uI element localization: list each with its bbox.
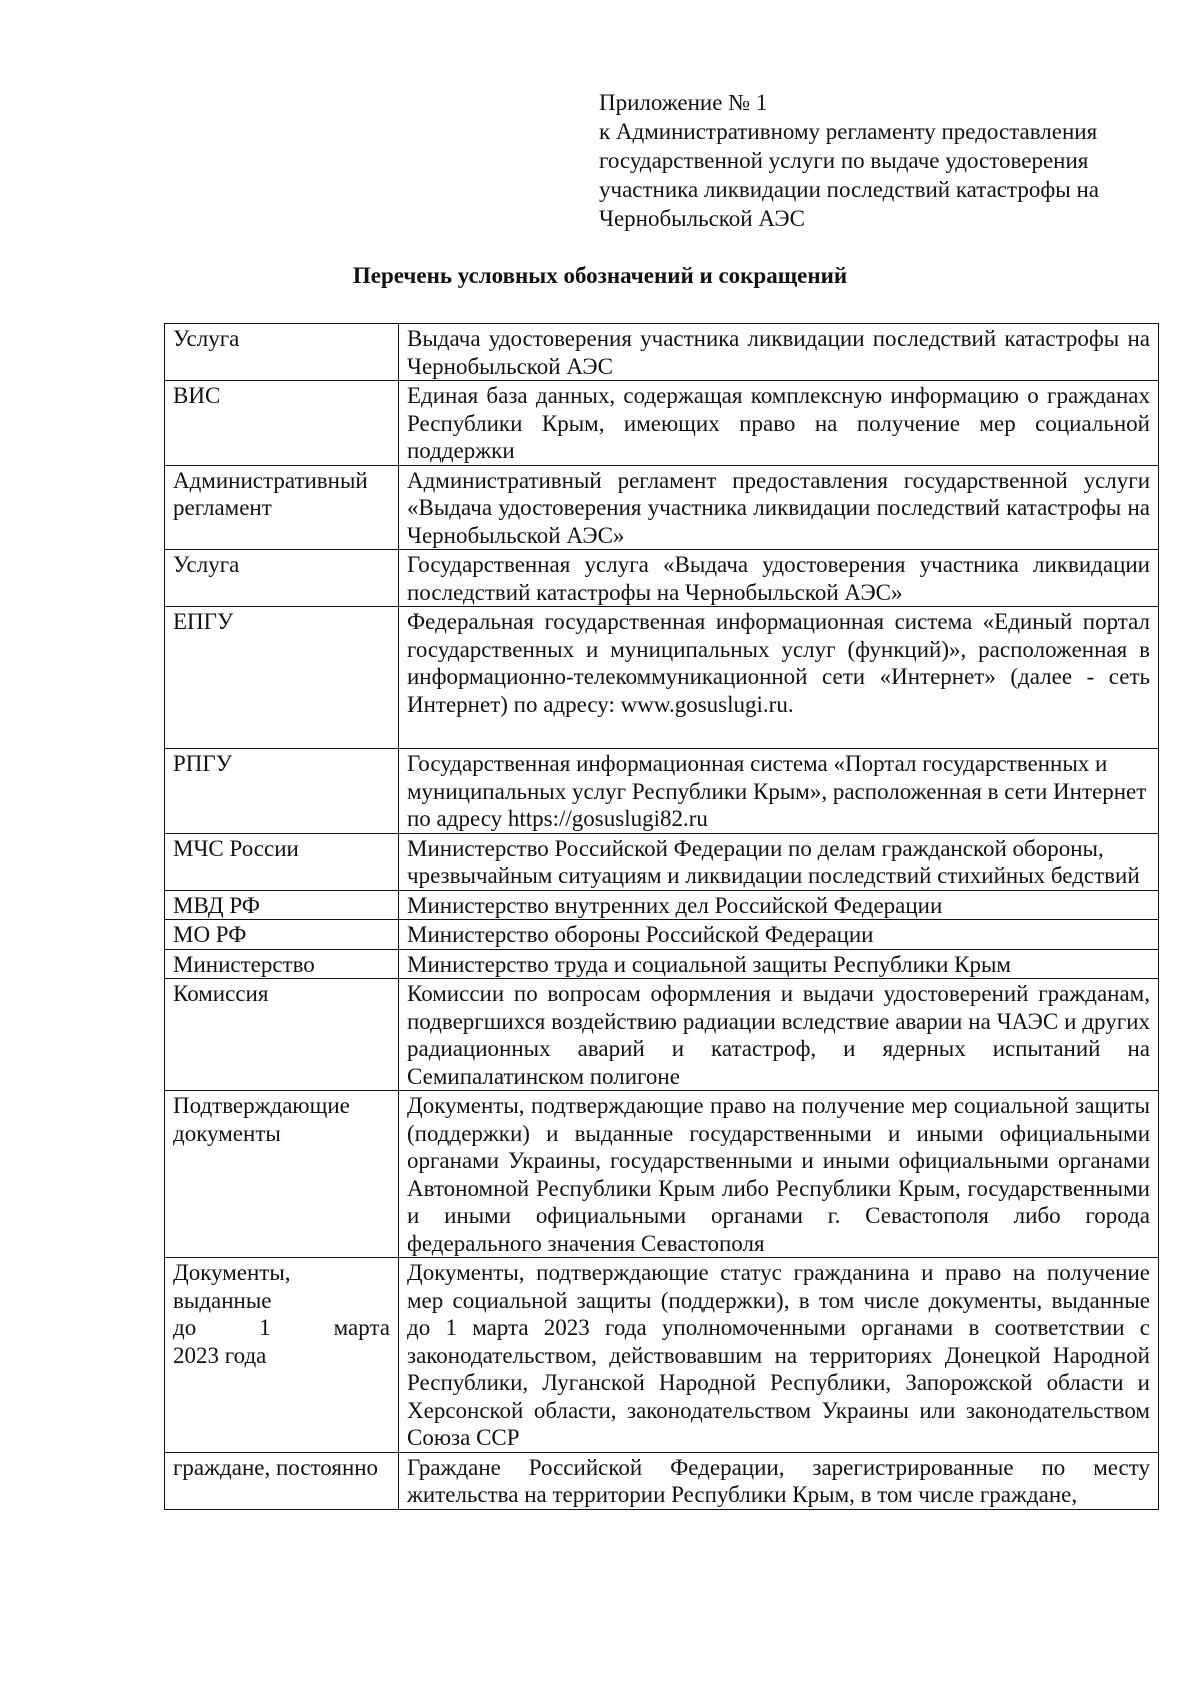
table-row (165, 607, 1159, 749)
definition-cell: Министерство труда и социальной защиты Республики Крым (399, 949, 1159, 979)
definition-cell: Документы, подтверждающие статус гражданина и право на получение мер социальной защиты (поддержки), в том числе документы, выданные до 1 марта 2023 года уполномоченными органами в соответствии с законодательством, действовавшим на территориях Донецкой Народной Республики, Луганской Народной Республики, Запорожской области и Херсонской области, законодательством Украины или законодательством Союза ССР (399, 1258, 1159, 1453)
term-cell: Услуга (165, 324, 399, 381)
appendix-line: участника ликвидации последствий катастрофы на (599, 177, 1099, 202)
table-row (165, 1258, 1159, 1453)
definition-cell: Документы, подтверждающие право на получение мер социальной защиты (поддержки) и выданные государственными и иными официальными органами Украины, государственными и иными официальными органами Автономной Республики Крым либо Республики Крым, государственными и иными официальными органами г. Севастополя либо города федерального значения Севастополя (399, 1091, 1159, 1258)
term-cell: ВИС (165, 381, 399, 466)
term-line: выданные (173, 1287, 272, 1313)
term-line: до 1 марта (173, 1315, 390, 1340)
table-row (165, 381, 1159, 466)
table-row (165, 465, 1159, 550)
definition-cell: Министерство Российской Федерации по делам гражданской обороны, чрезвычайным ситуациям и ликвидации последствий стихийных бедствий (399, 833, 1159, 890)
appendix-line: к Административному регламенту предоставления (599, 119, 1098, 144)
appendix-line: Приложение № 1 (599, 90, 768, 115)
appendix-line: государственной услуги по выдаче удостоверения (599, 148, 1089, 173)
table-row (165, 1091, 1159, 1258)
term-cell: МЧС России (165, 833, 399, 890)
definition-cell: Федеральная государственная информационная система «Единый портал государственных и муниципальных услуг (функций)», расположенная в информационно-телекоммуникационной сети «Интернет» (далее - сеть Интернет) по адресу: www.gosuslugi.ru. (399, 607, 1159, 749)
page-title: Перечень условных обозначений и сокращений (352, 263, 848, 288)
term-cell: МВД РФ (165, 890, 399, 920)
table-row (165, 949, 1159, 979)
table-row (165, 324, 1159, 381)
term-line: Документы, (173, 1260, 291, 1285)
table-row (165, 550, 1159, 607)
table-row (165, 979, 1159, 1091)
term-cell: Административный регламент (165, 465, 399, 550)
term-cell: МО РФ (165, 920, 399, 950)
term-cell: Услуга (165, 550, 399, 607)
term-cell: ЕПГУ (165, 607, 399, 749)
table-row (165, 833, 1159, 890)
term-cell: Комиссия (165, 979, 399, 1091)
appendix-header (599, 88, 1159, 233)
definition-cell: Единая база данных, содержащая комплексную информацию о гражданах Республики Крым, имеющих право на получение мер социальной поддержки (399, 381, 1159, 466)
definition-cell: Административный регламент предоставления государственной услуги «Выдача удостоверения участника ликвидации последствий катастрофы на Чернобыльской АЭС» (399, 465, 1159, 550)
table-row (165, 749, 1159, 834)
abbreviations-table (164, 323, 1159, 1510)
definition-cell: Государственная информационная система «Портал государственных и муниципальных услуг Республики Крым», расположенная в сети Интернет по адресу https://gosuslugi82.ru (399, 749, 1159, 834)
term-cell (165, 1258, 399, 1453)
definition-cell: Граждане Российской Федерации, зарегистрированные по месту жительства на территории Республики Крым, в том числе граждане, (399, 1452, 1159, 1509)
definition-cell: Комиссии по вопросам оформления и выдачи удостоверений гражданам, подвергшихся воздействию радиации вследствие аварии на ЧАЭС и других радиационных аварий и катастроф, и ядерных испытаний на Семипалатинском полигоне (399, 979, 1159, 1091)
definition-cell: Министерство обороны Российской Федерации (399, 920, 1159, 950)
definition-cell: Министерство внутренних дел Российской Федерации (399, 890, 1159, 920)
definition-cell: Выдача удостоверения участника ликвидации последствий катастрофы на Чернобыльской АЭС (399, 324, 1159, 381)
definition-cell: Государственная услуга «Выдача удостоверения участника ликвидации последствий катастрофы на Чернобыльской АЭС» (399, 550, 1159, 607)
appendix-line: Чернобыльской АЭС (599, 206, 805, 231)
term-line: 2023 года (173, 1342, 267, 1368)
term-cell: Министерство (165, 949, 399, 979)
term-cell: РПГУ (165, 749, 399, 834)
table-row (165, 890, 1159, 920)
term-cell: граждане, постоянно (165, 1452, 399, 1509)
table-row (165, 920, 1159, 950)
table-row (165, 1452, 1159, 1509)
term-cell: Подтверждающие документы (165, 1091, 399, 1258)
